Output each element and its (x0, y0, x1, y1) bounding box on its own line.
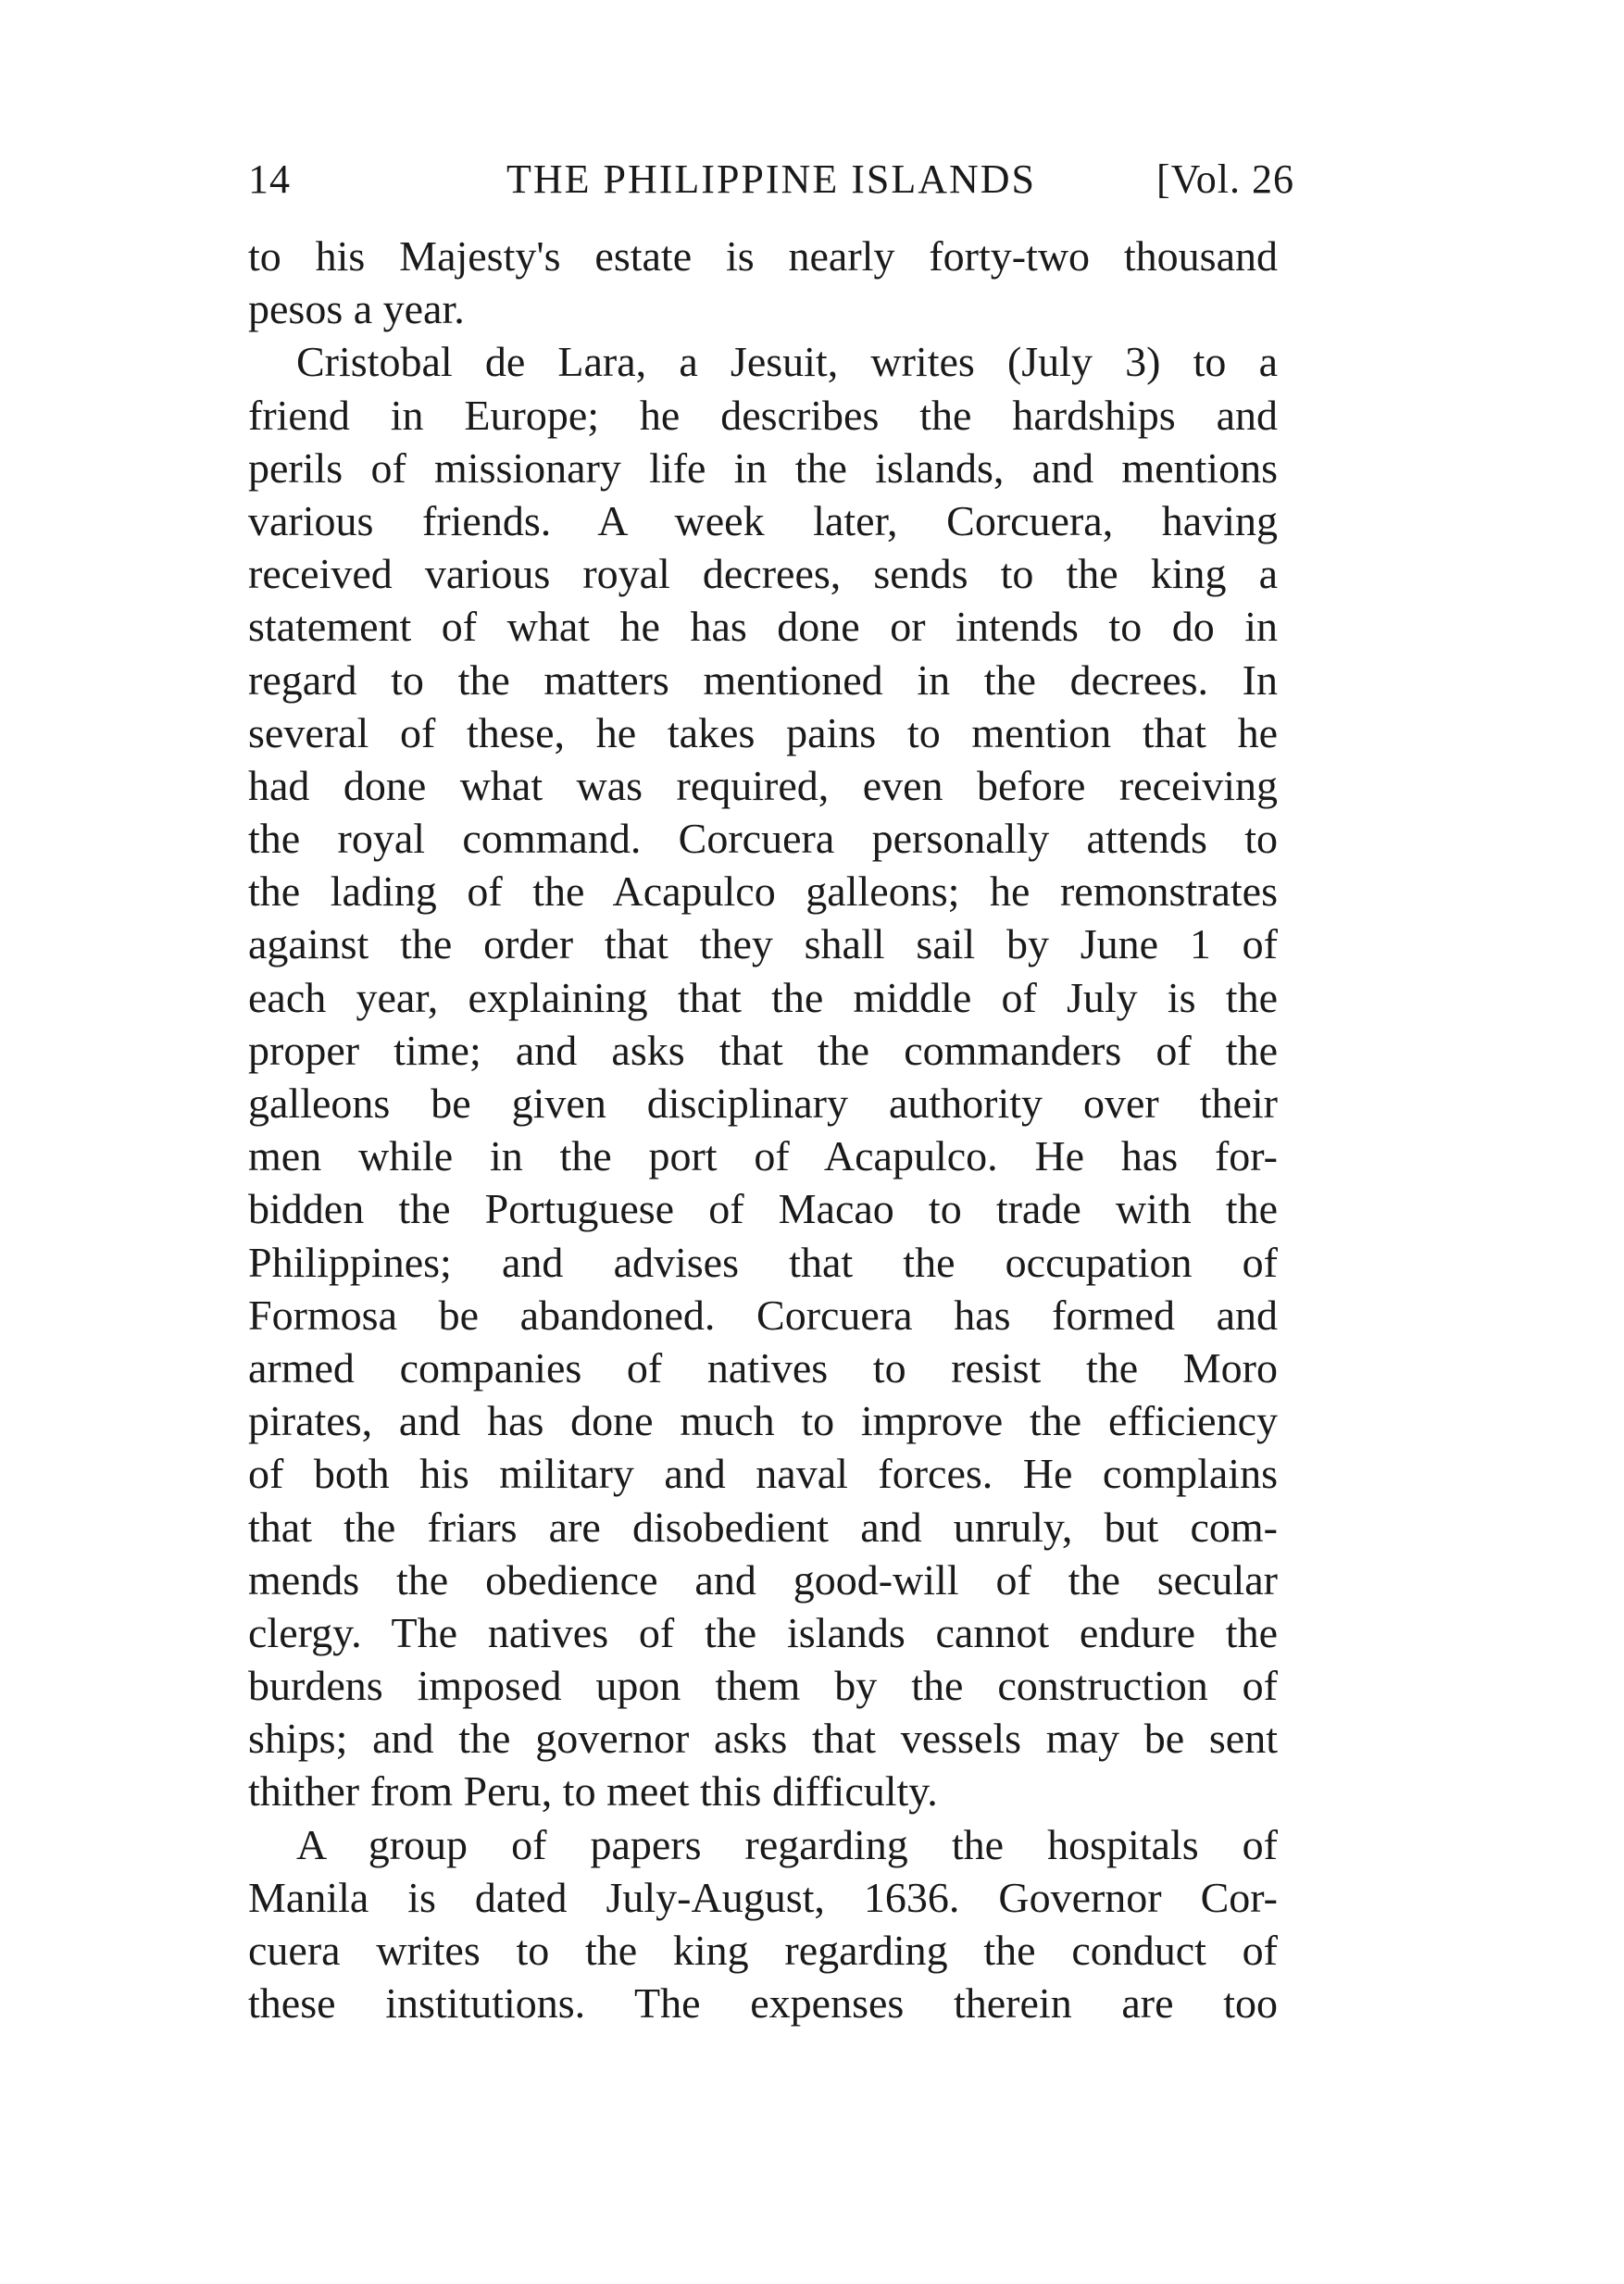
body-text (248, 230, 1278, 2029)
text-line: armed companies of natives to resist the Moro (248, 1343, 1278, 1392)
text-line: various friends. A week later, Corcuera, having (248, 496, 1278, 544)
text-line: statement of what he has done or intends to do in (248, 603, 1278, 651)
text-line: ships; and the governor asks that vessels may be sent (248, 1715, 1278, 1763)
text-line: pesos a year. (248, 285, 465, 333)
text-line: bidden the Portuguese of Macao to trade with the (248, 1185, 1278, 1233)
text-line: several of these, he takes pains to mention that he (248, 708, 1278, 756)
text-line: thither from Peru, to meet this difficulty. (248, 1767, 938, 1816)
running-title: THE PHILIPPINE ISLANDS (506, 156, 1036, 202)
text-line: the lading of the Acapulco galleons; he remonstrates (248, 867, 1278, 916)
text-line: regard to the matters mentioned in the decrees. In (248, 655, 1278, 704)
text-line: galleons be given disciplinary authority over their (248, 1080, 1278, 1127)
text-line: pirates, and has done much to improve the efficiency (248, 1397, 1278, 1445)
text-line: Philippines; and advises that the occupation of (248, 1238, 1278, 1286)
text-line: friend in Europe; he describes the hardships and (248, 391, 1278, 439)
text-line: Manila is dated July-August, 1636. Governor Cor- (248, 1873, 1278, 1921)
text-line: that the friars are disobedient and unruly, but com- (248, 1503, 1278, 1551)
text-line: mends the obedience and good-will of the secular (248, 1555, 1278, 1604)
text-line: A group of papers regarding the hospitals of (296, 1820, 1278, 1868)
text-line: of both his military and naval forces. He complains (248, 1450, 1278, 1498)
text-line: received various royal decrees, sends to the king a (248, 550, 1278, 598)
text-line: against the order that they shall sail by June 1 of (248, 920, 1278, 968)
text-line: to his Majesty's estate is nearly forty-two thousand (248, 232, 1278, 280)
text-line: each year, explaining that the middle of July is the (248, 973, 1278, 1021)
text-line: perils of missionary life in the islands, and mentions (248, 443, 1278, 492)
running-head (248, 156, 1294, 211)
text-line: Cristobal de Lara, a Jesuit, writes (July 3) to a (296, 338, 1278, 386)
text-line: had done what was required, even before receiving (248, 761, 1278, 809)
text-line: the royal command. Corcuera personally attends to (248, 815, 1278, 863)
text-line: men while in the port of Acapulco. He has for- (248, 1132, 1278, 1180)
text-line: cuera writes to the king regarding the conduct of (248, 1927, 1278, 1974)
text-line: these institutions. The expenses therein are too (248, 1979, 1278, 2028)
volume-label: [Vol. 26 (1156, 156, 1294, 202)
page-number: 14 (248, 156, 291, 202)
text-line: Formosa be abandoned. Corcuera has formed and (248, 1291, 1278, 1339)
text-line: burdens imposed upon them by the construction of (248, 1662, 1278, 1710)
text-line: proper time; and asks that the commanders of the (248, 1026, 1278, 1074)
text-line: clergy. The natives of the islands cannot endure the (248, 1608, 1278, 1656)
